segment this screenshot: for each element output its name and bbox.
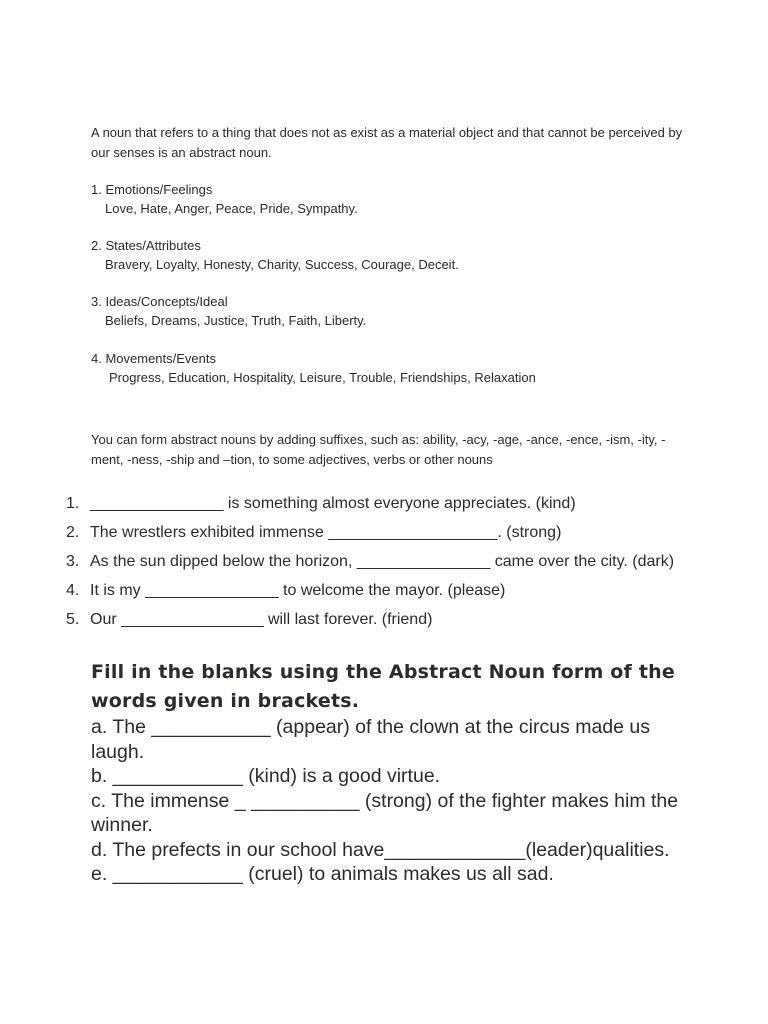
exercise-number: 2. bbox=[66, 524, 80, 541]
fill-in-item: a. The ___________ (appear) of the clown at the circus made us laugh. bbox=[91, 716, 650, 763]
category-movements bbox=[91, 349, 536, 387]
exercise-text: As the sun dipped below the horizon, _______________ came over the city. (dark) bbox=[90, 553, 675, 570]
category-title: 3. Ideas/Concepts/Ideal bbox=[91, 294, 228, 309]
intro-paragraph: A noun that refers to a thing that does not as exist as a material object and that cannot be perceived by our senses is an abstract noun. bbox=[91, 125, 683, 160]
exercise-item bbox=[66, 518, 686, 547]
category-states bbox=[91, 236, 459, 274]
exercise-item bbox=[66, 547, 686, 576]
fill-in-item: d. The prefects in our school have_____________(leader)qualities. bbox=[91, 838, 670, 861]
exercise-item bbox=[66, 605, 686, 634]
exercise-text: Our ________________ will last forever. (friend) bbox=[90, 611, 433, 628]
exercise-text: _______________ is something almost everyone appreciates. (kind) bbox=[90, 495, 576, 512]
category-examples: Love, Hate, Anger, Peace, Pride, Sympathy. bbox=[105, 201, 358, 216]
exercise-item bbox=[66, 576, 686, 605]
category-emotions bbox=[91, 180, 358, 218]
category-examples: Progress, Education, Hospitality, Leisure, Trouble, Friendships, Relaxation bbox=[109, 370, 536, 385]
suffix-note: You can form abstract nouns by adding suffixes, such as: ability, -acy, -age, -ance, -ence, -ism, -ity, -ment, -ness, -ship and –tion, to some adjectives, verbs or other nouns bbox=[91, 432, 666, 467]
exercise-text: The wrestlers exhibited immense ___________________. (strong) bbox=[90, 524, 562, 541]
exercise-number: 1. bbox=[66, 495, 80, 512]
category-title: 4. Movements/Events bbox=[91, 351, 216, 366]
category-title: 2. States/Attributes bbox=[91, 238, 201, 253]
exercise-list bbox=[66, 489, 686, 634]
category-examples: Beliefs, Dreams, Justice, Truth, Faith, Liberty. bbox=[105, 313, 367, 328]
fill-in-item: b. ____________ (kind) is a good virtue. bbox=[91, 765, 441, 787]
fill-in-heading: Fill in the blanks using the Abstract Noun form of the words given in brackets. bbox=[91, 661, 675, 712]
exercise-number: 4. bbox=[66, 582, 80, 599]
category-title: 1. Emotions/Feelings bbox=[91, 182, 213, 197]
exercise-number: 5. bbox=[66, 611, 80, 628]
exercise-number: 3. bbox=[66, 553, 80, 570]
exercise-text: It is my _______________ to welcome the mayor. (please) bbox=[90, 582, 506, 599]
fill-in-item: e. ____________ (cruel) to animals makes us all sad. bbox=[91, 863, 554, 885]
fill-in-item: c. The immense _ __________ (strong) of the fighter makes him the winner. bbox=[91, 789, 679, 836]
fill-in-list bbox=[91, 715, 691, 887]
category-ideas bbox=[91, 292, 366, 330]
category-examples: Bravery, Loyalty, Honesty, Charity, Success, Courage, Deceit. bbox=[105, 257, 459, 272]
exercise-item bbox=[66, 489, 686, 518]
